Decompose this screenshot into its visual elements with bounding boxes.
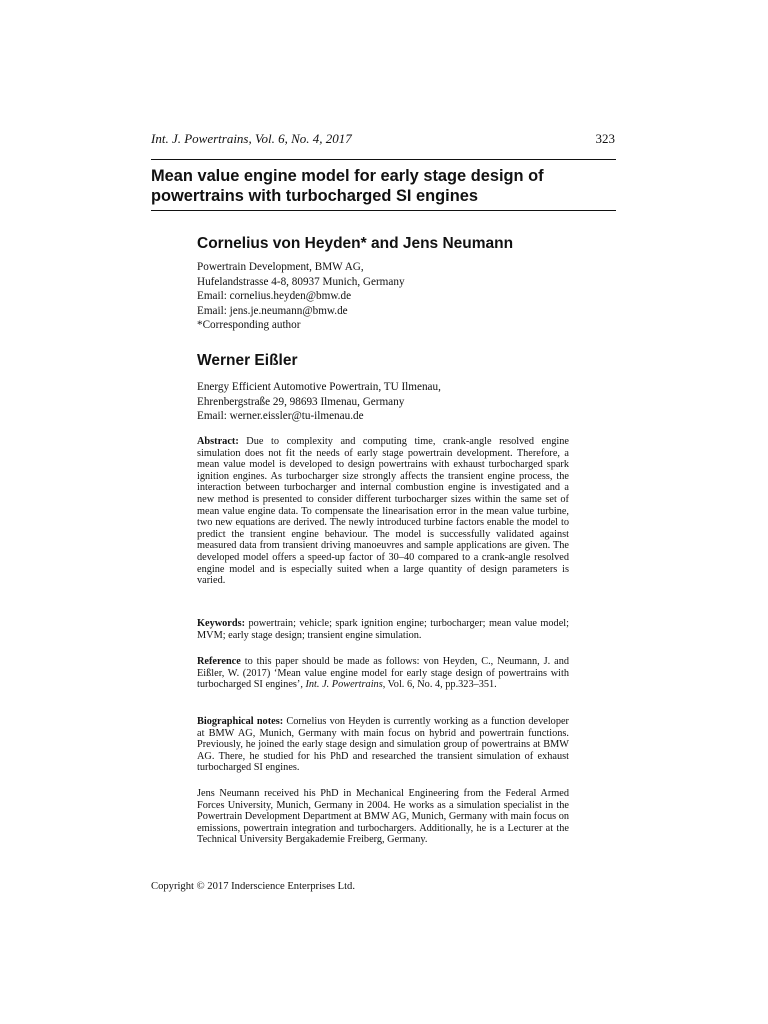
title-rule-top <box>151 159 616 160</box>
running-head <box>151 130 615 148</box>
affiliation-1-line: Hufelandstrasse 4-8, 80937 Munich, Germany <box>197 275 405 288</box>
abstract-label: Abstract: <box>197 436 239 447</box>
affiliation-2 <box>197 380 441 424</box>
reference-text: to this paper should be made as follows: von Heyden, C., Neumann, J. and Eißler, W. (2017) ‘Mean value engine model for early stage design of powertrains with turbocharged SI engines’, <box>197 656 569 691</box>
biography-von-heyden: Cornelius von Heyden is currently working as a function developer at BMW AG, Munich, Germany with main focus on hybrid and powertrain functions. Previously, he joined the early stage design and simulation group of powertrains at BMW AG. There, he studied for his PhD and researched the transient simulation of exhaust turbocharged SI engines. <box>197 716 569 774</box>
biographical-notes <box>197 716 569 774</box>
biography-neumann: Jens Neumann received his PhD in Mechanical Engineering from the Federal Armed Forces University, Munich, Germany in 2004. He works as a simulation specialist in the Powertrain Development Department at BMW AG, Munich, Germany with main focus on emissions, powertrain integration and turbochargers. Additionally, he is a Lecturer at the Technical University Bergakademie Freiberg, Germany. <box>197 788 569 846</box>
abstract <box>197 436 569 587</box>
paper-title-line-1: Mean value engine model for early stage design of <box>151 167 544 185</box>
reference <box>197 656 569 691</box>
affiliation-2-line: Ehrenbergstraße 29, 98693 Ilmenau, Germany <box>197 395 405 408</box>
paper-title <box>151 166 621 206</box>
corresponding-author-note: *Corresponding author <box>197 319 301 331</box>
reference-text-end: , Vol. 6, No. 4, pp.323–351. <box>382 679 497 691</box>
affiliation-1 <box>197 260 405 333</box>
author-names-1: Cornelius von Heyden* and Jens Neumann <box>197 235 514 252</box>
reference-journal: Int. J. Powertrains <box>305 679 383 691</box>
reference-label: Reference <box>197 656 241 667</box>
journal-citation: Int. J. Powertrains, Vol. 6, No. 4, 2017 <box>151 131 352 146</box>
keywords-text: powertrain; vehicle; spark ignition engine; turbocharger; mean value model; MVM; early stage design; transient engine simulation. <box>197 618 569 641</box>
abstract-text: Due to complexity and computing time, crank-angle resolved engine simulation does not fit the needs of early stage powertrain development. Therefore, a mean value model is developed to design powertrains with exhaust turbocharged spark ignition engines. As turbocharger size strongly affects the transient engine process, the interaction between turbocharger and internal combustion engine is investigated and a new method is presented to consider different turbocharger sizes within the same set of mean value engine data. To compensate the linearisation error in the mean value turbine, two new equations are derived. The newly introduced turbine factors enable the model to predict the transient engine behaviour. The model is successfully validated against measured data from transient driving manoeuvres and sample applications are given. The developed model offers a speed-up factor of 30–40 compared to a crank-angle resolved engine model and is especially suited when a large quantity of design parameters is varied. <box>197 436 569 587</box>
affiliation-1-line: Powertrain Development, BMW AG, <box>197 261 364 273</box>
affiliation-2-line: Energy Efficient Automotive Powertrain, TU Ilmenau, <box>197 381 441 393</box>
keywords <box>197 618 569 641</box>
paper-title-line-2: powertrains with turbocharged SI engines <box>151 187 478 205</box>
title-rule-bottom <box>151 210 616 211</box>
biographical-notes-label: Biographical notes: <box>197 716 284 727</box>
copyright-notice: Copyright © 2017 Inderscience Enterprises Ltd. <box>151 881 355 892</box>
page-number: 323 <box>595 131 615 146</box>
author-names-2: Werner Eißler <box>197 352 298 369</box>
author-email: Email: cornelius.heyden@bmw.de <box>197 290 352 302</box>
keywords-label: Keywords: <box>197 618 246 629</box>
author-email: Email: jens.je.neumann@bmw.de <box>197 304 348 317</box>
author-email: Email: werner.eissler@tu-ilmenau.de <box>197 410 364 422</box>
